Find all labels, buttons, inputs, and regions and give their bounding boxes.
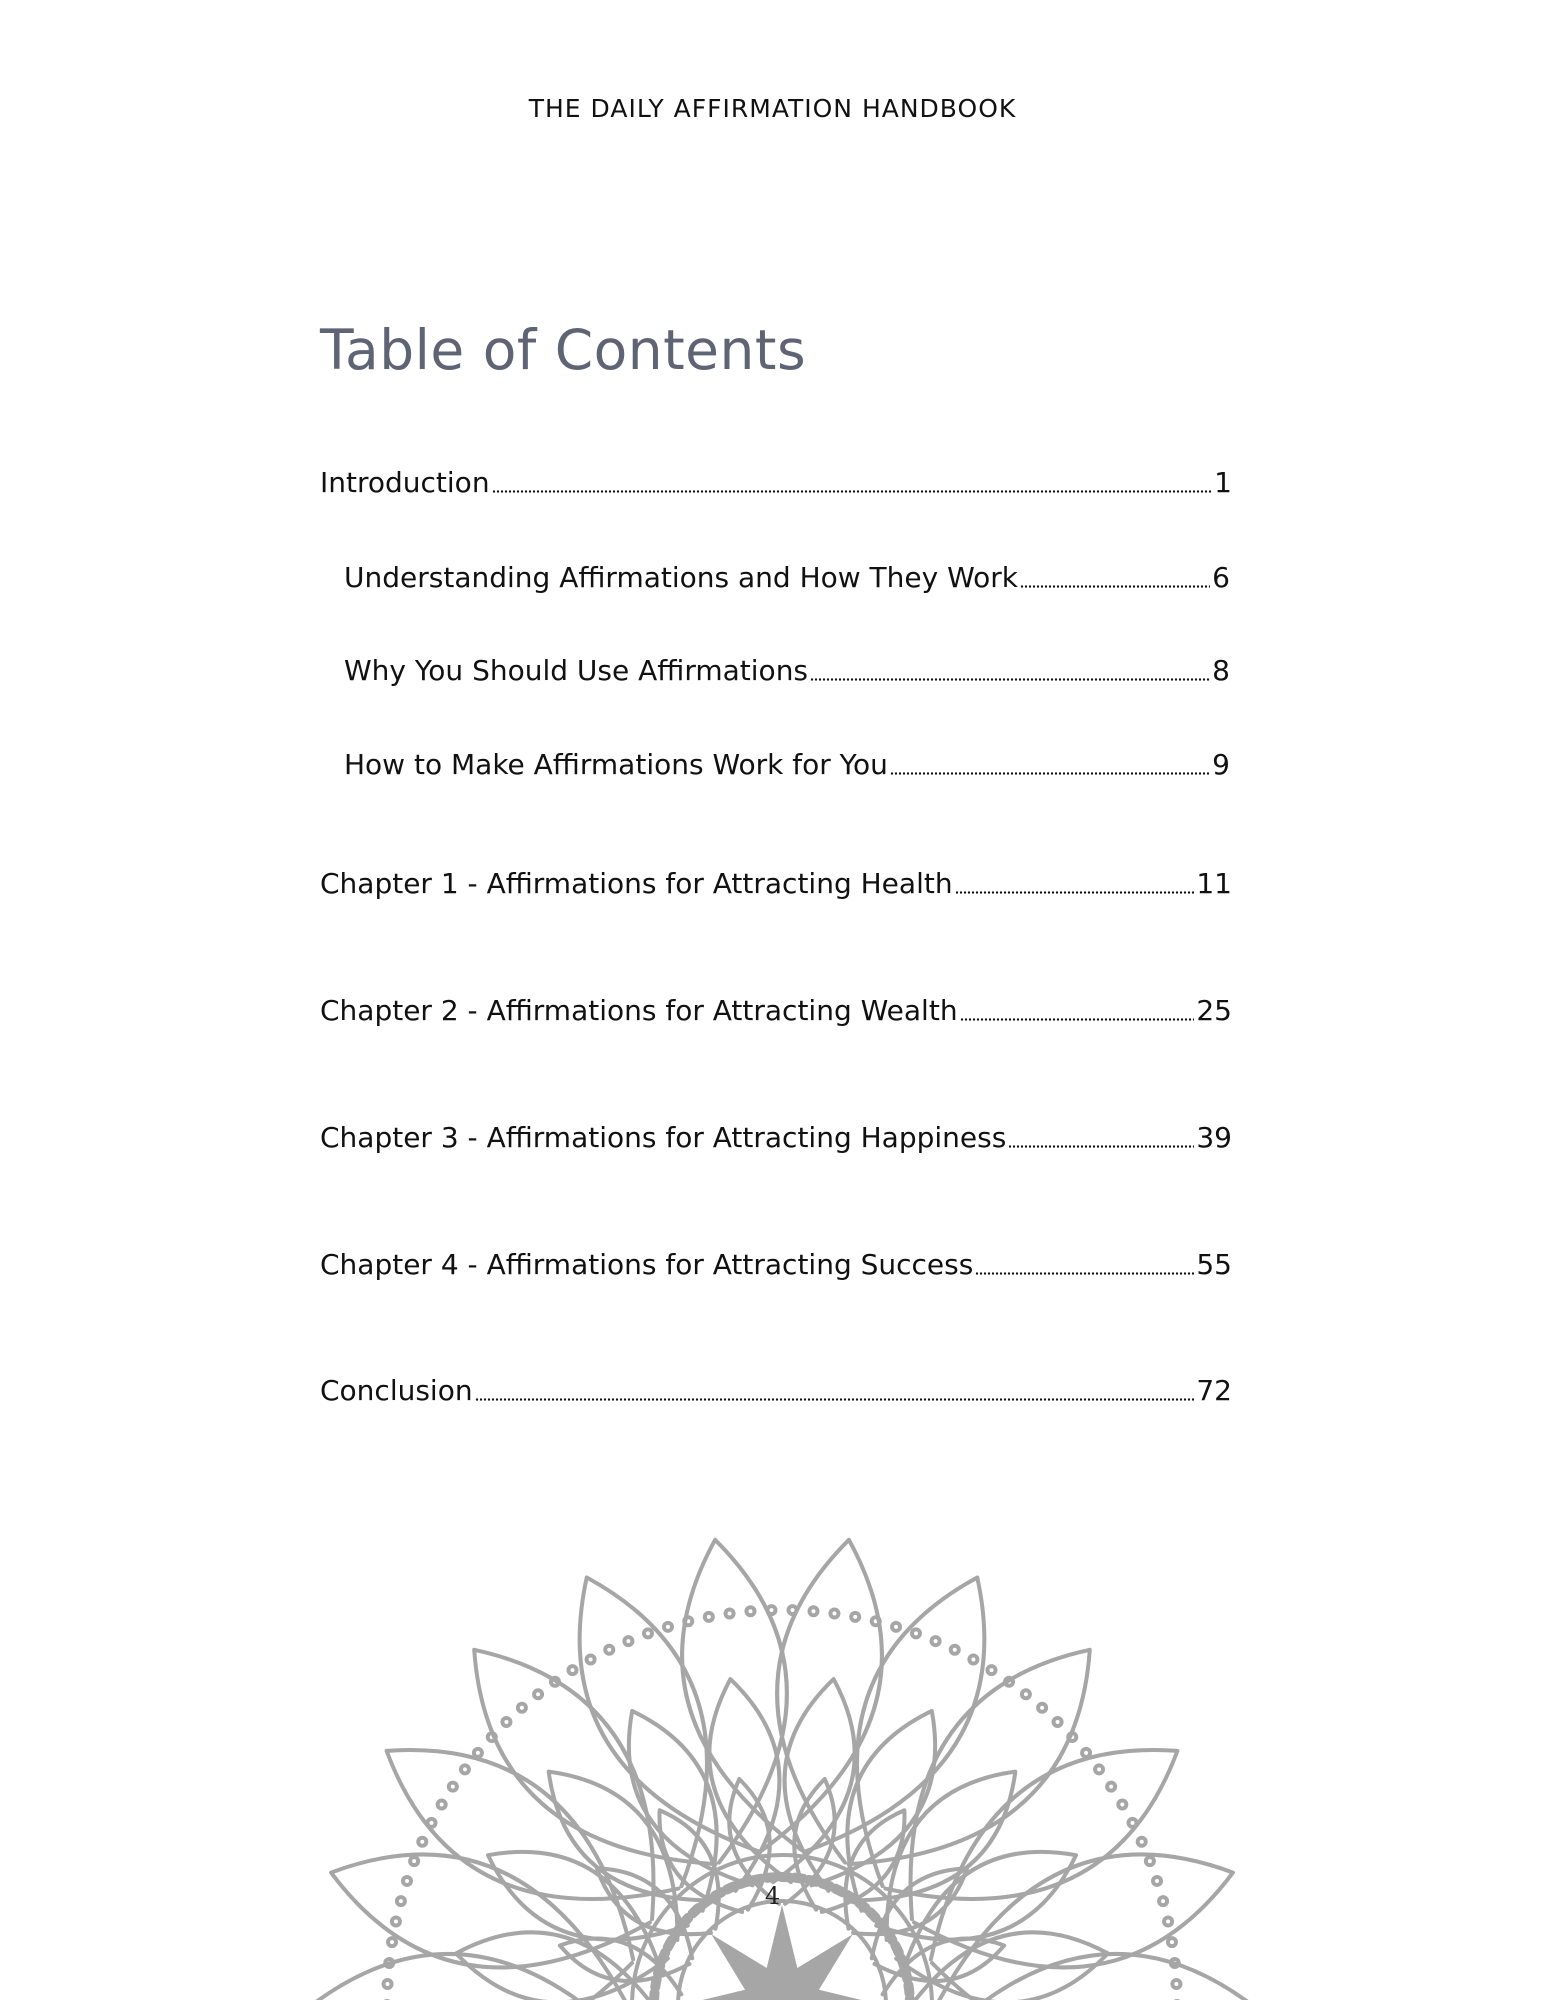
toc-entry-understanding-affirmations[interactable] xyxy=(344,561,1230,594)
toc-entry-page: 1 xyxy=(1214,466,1232,499)
mandala-icon xyxy=(230,1490,1310,2000)
toc-entry-page: 9 xyxy=(1212,748,1230,781)
toc-entry-page: 25 xyxy=(1196,994,1232,1027)
dot-leader xyxy=(492,490,1213,493)
toc-entry-label: Why You Should Use Affirmations xyxy=(344,654,809,687)
dot-leader xyxy=(1008,1145,1194,1148)
toc-entry-introduction[interactable] xyxy=(320,466,1232,499)
toc-entry-label: Chapter 2 - Affirmations for Attracting Wealth xyxy=(320,994,958,1027)
toc-entry-conclusion[interactable] xyxy=(320,1374,1232,1407)
toc-entry-label: Chapter 1 - Affirmations for Attracting Health xyxy=(320,867,953,900)
toc-entry-label: How to Make Affirmations Work for You xyxy=(344,748,888,781)
dot-leader xyxy=(975,1272,1194,1275)
toc-entry-label: Understanding Affirmations and How They Work xyxy=(344,561,1019,594)
toc-entry-page: 11 xyxy=(1196,867,1232,900)
toc-entry-label: Introduction xyxy=(320,466,490,499)
toc-entry-label: Conclusion xyxy=(320,1374,473,1407)
toc-entry-page: 72 xyxy=(1196,1374,1232,1407)
toc-entry-why-use-affirmations[interactable] xyxy=(344,654,1230,687)
page-title: Table of Contents xyxy=(320,318,807,382)
dot-leader xyxy=(810,678,1210,681)
toc-entry-chapter-4[interactable] xyxy=(320,1248,1232,1281)
toc-entry-chapter-3[interactable] xyxy=(320,1121,1232,1154)
toc-entry-page: 8 xyxy=(1212,654,1230,687)
toc-entry-page: 6 xyxy=(1212,561,1230,594)
dot-leader xyxy=(1020,585,1210,588)
running-header: THE DAILY AFFIRMATION HANDBOOK xyxy=(528,94,1017,123)
dot-leader xyxy=(890,772,1210,775)
toc-entry-label: Chapter 4 - Affirmations for Attracting Success xyxy=(320,1248,974,1281)
toc-entry-page: 55 xyxy=(1196,1248,1232,1281)
toc-entry-make-affirmations-work[interactable] xyxy=(344,748,1230,781)
toc-entry-chapter-2[interactable] xyxy=(320,994,1232,1027)
toc-entry-page: 39 xyxy=(1196,1121,1232,1154)
page-number: 4 xyxy=(764,1882,781,1910)
dot-leader xyxy=(955,891,1195,894)
dot-leader xyxy=(475,1398,1195,1401)
toc-entry-chapter-1[interactable] xyxy=(320,867,1232,900)
dot-leader xyxy=(960,1018,1195,1021)
toc-entry-label: Chapter 3 - Affirmations for Attracting Happiness xyxy=(320,1121,1007,1154)
